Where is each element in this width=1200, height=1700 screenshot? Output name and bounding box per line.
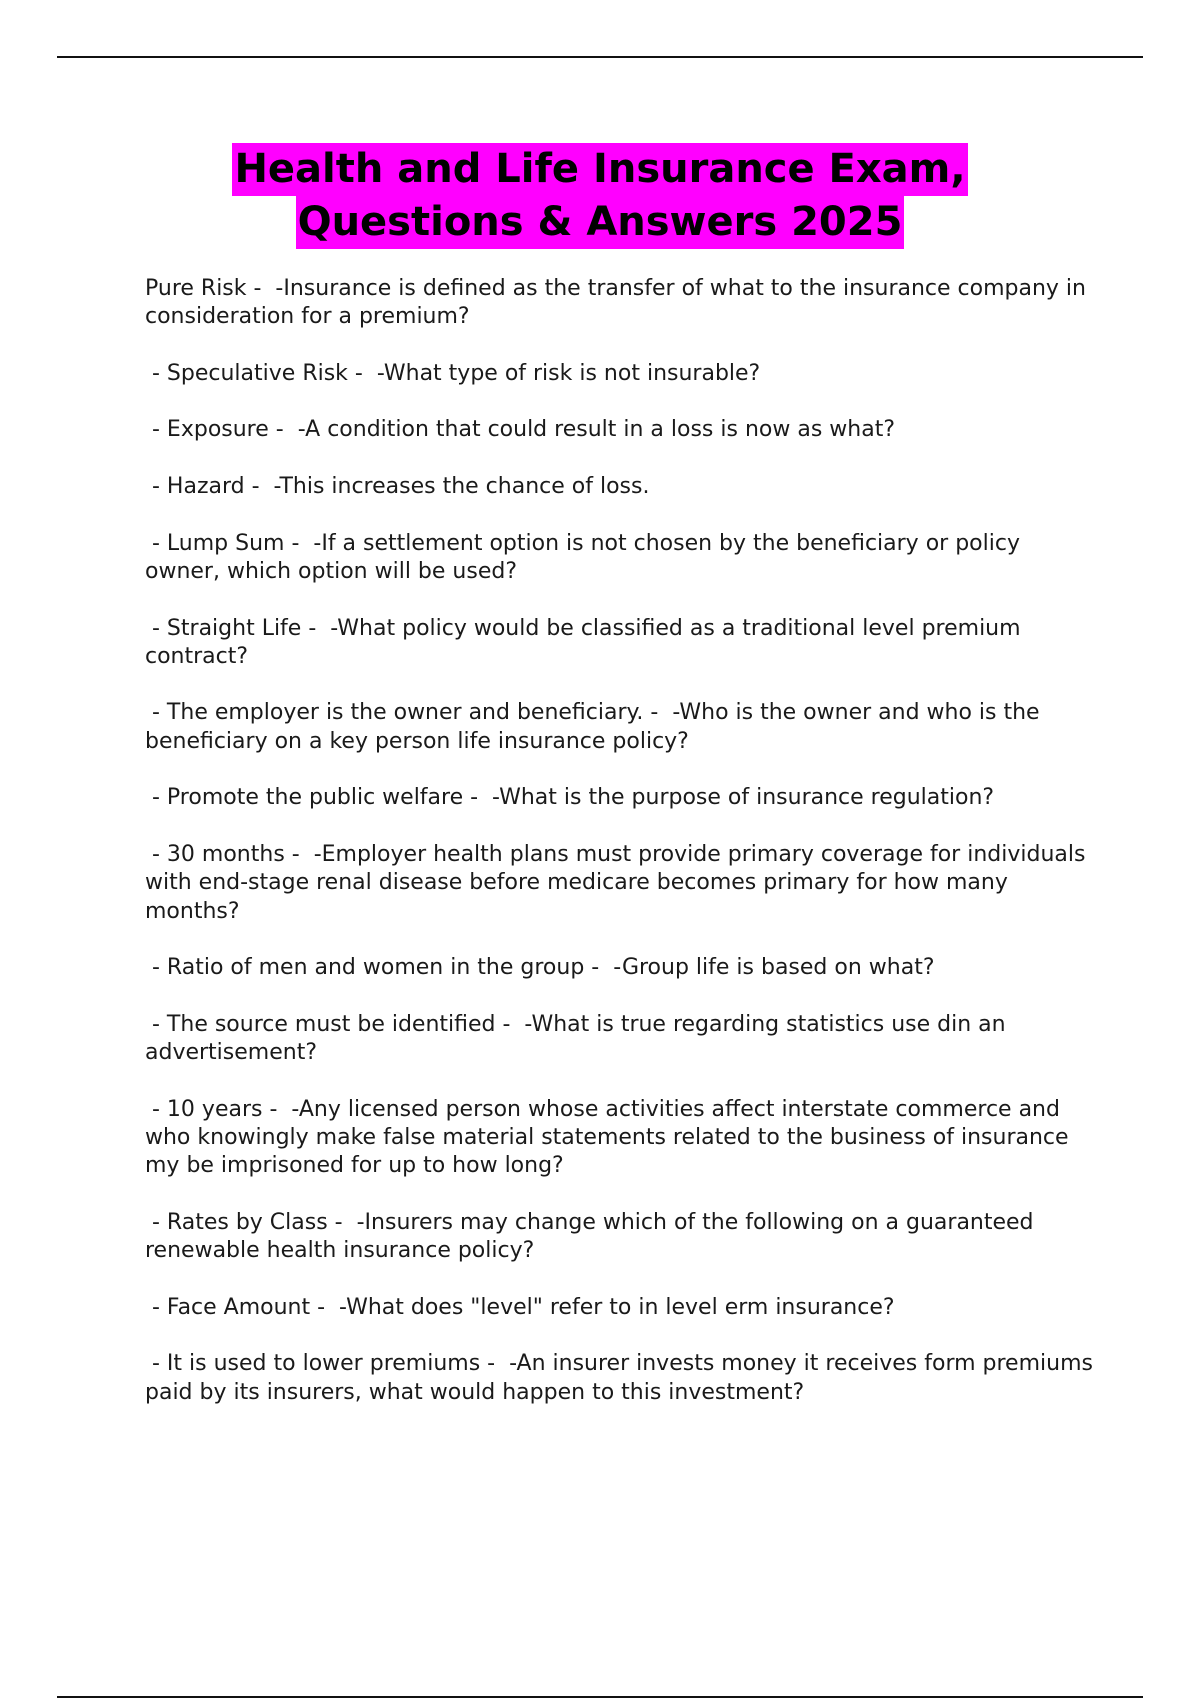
qa-list [145, 275, 1100, 1435]
qa-item: - Promote the public welfare - -What is the purpose of insurance regulation? [145, 785, 995, 811]
qa-item: - Ratio of men and women in the group - -Group life is based on what? [145, 955, 935, 981]
qa-item: - 30 months - -Employer health plans must provide primary coverage for individuals with end-stage renal disease before medicare becomes primary for how many months? [145, 841, 1093, 924]
qa-item: - Straight Life - -What policy would be classified as a traditional level premium contract? [145, 615, 1028, 669]
qa-item: - The employer is the owner and beneficiary. - -Who is the owner and who is the beneficiary on a key person life insurance policy? [145, 700, 1047, 754]
qa-item: - Face Amount - -What does "level" refer to in level erm insurance? [145, 1294, 895, 1320]
qa-item: - 10 years - -Any licensed person whose activities affect interstate commerce and who knowingly make false material statements related to the business of insurance my be imprisoned for up to how long? [145, 1096, 1076, 1179]
footer-rule [57, 1696, 1143, 1698]
title-line-2: Questions & Answers 2025 [296, 196, 905, 249]
qa-item: - Hazard - -This increases the chance of loss. [145, 474, 650, 500]
qa-item: - Exposure - -A condition that could result in a loss is now as what? [145, 417, 896, 443]
qa-item: - Rates by Class - -Insurers may change which of the following on a guaranteed renewable health insurance policy? [145, 1209, 1041, 1264]
document-title [0, 143, 1200, 249]
qa-item: - It is used to lower premiums - -An insurer invests money it receives form premiums paid by its insurers, what would happen to this investment? [145, 1351, 1100, 1405]
qa-item: Pure Risk - -Insurance is defined as the transfer of what to the insurance company in consideration for a premium? [145, 276, 1093, 330]
title-line-1: Health and Life Insurance Exam, [232, 143, 967, 196]
header-rule [57, 56, 1143, 58]
qa-item: - Lump Sum - -If a settlement option is not chosen by the beneficiary or policy owner, which option will be used? [145, 530, 1027, 584]
qa-item: - The source must be identified - -What is true regarding statistics use din an advertisement? [145, 1011, 1013, 1066]
qa-item: - Speculative Risk - -What type of risk is not insurable? [145, 360, 761, 386]
